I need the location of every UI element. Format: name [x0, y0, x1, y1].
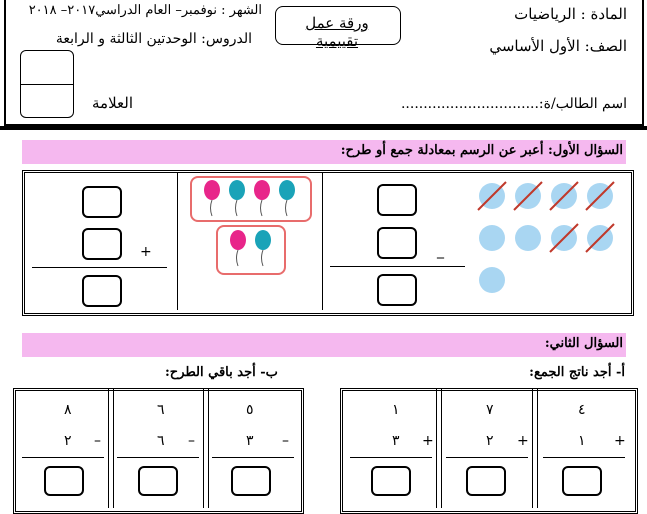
add-answer-box-2[interactable] — [82, 228, 122, 260]
circle-2 — [514, 182, 542, 210]
circle-5 — [479, 225, 505, 251]
sub-problem-1-answer[interactable] — [231, 466, 271, 496]
sub-problem-2-line — [117, 457, 199, 458]
question1-title: السؤال الأول: أعبر عن الرسم بمعادلة جمع أو طرح: — [340, 143, 623, 158]
header-divider — [0, 126, 647, 130]
part-a-label: أ- أجد ناتج الجمع: — [529, 365, 625, 380]
add-problem-3-answer[interactable] — [371, 466, 411, 496]
sub-problem-3-sign: – — [94, 433, 101, 449]
balloon-icon — [229, 180, 245, 216]
balloon-icon — [204, 180, 220, 216]
sub-col-divider-2 — [203, 388, 209, 508]
add-equation-line — [32, 267, 167, 268]
grade-label: الصف: الأول الأساسي — [489, 37, 627, 55]
circle-6 — [515, 225, 541, 251]
month-year-label: الشهر : نوفمبر– العام الدراسي٢٠١٧– ٢٠١٨ — [28, 3, 262, 18]
question2-title: السؤال الثاني: — [544, 336, 623, 351]
add-answer-box-3[interactable] — [82, 275, 122, 307]
sub-problem-3-answer[interactable] — [44, 466, 84, 496]
student-name-field[interactable]: اسم الطالب/ة:............................... — [400, 96, 627, 112]
sub-problem-1-top: ٥ — [246, 402, 254, 418]
mark-label: العلامة — [92, 94, 134, 112]
add-problem-3-bottom: ٣ — [392, 433, 400, 449]
balloon-icon — [230, 230, 246, 266]
subject-label: المادة : الرياضيات — [514, 5, 627, 23]
add-problem-1-top: ٤ — [578, 402, 586, 418]
circle-4 — [586, 182, 614, 210]
add-problem-1-line — [543, 457, 625, 458]
sub-problem-1-line — [212, 457, 294, 458]
question1-divider-left — [177, 172, 178, 310]
add-problem-2-bottom: ٢ — [486, 433, 494, 449]
worksheet-title: ورقة عمل تقييمية — [305, 14, 369, 50]
circle-3 — [550, 182, 578, 210]
sub-problem-1-bottom: ٣ — [246, 433, 254, 449]
add-col-divider-2 — [532, 388, 538, 508]
sub-problem-2-bottom: ٦ — [157, 433, 165, 449]
add-problem-2-line — [446, 457, 528, 458]
question1-divider-right — [322, 172, 323, 310]
balloons-top — [198, 178, 302, 218]
add-problem-1-answer[interactable] — [562, 466, 602, 496]
lessons-label: الدروس: الوحدتين الثالثة و الرابعة — [55, 31, 252, 47]
sub-problem-2-top: ٦ — [157, 402, 165, 418]
sub-problem-3-line — [22, 457, 104, 458]
add-problem-3-top: ١ — [392, 402, 400, 418]
sub-problem-1-sign: – — [282, 433, 289, 449]
sub-answer-box-2[interactable] — [377, 227, 417, 259]
sub-col-divider-1 — [108, 388, 114, 508]
sub-problem-3-top: ٨ — [64, 402, 72, 418]
circle-1 — [478, 182, 506, 210]
add-problem-2-answer[interactable] — [466, 466, 506, 496]
circle-7 — [550, 224, 578, 252]
balloon-icon — [255, 230, 271, 266]
question2-band — [22, 333, 626, 357]
add-problem-1-sign: + — [614, 433, 626, 449]
crossed-circles-drawing — [470, 178, 625, 298]
add-problem-2-sign: + — [517, 433, 529, 449]
circle-8 — [586, 224, 614, 252]
sub-equation-line — [330, 266, 465, 267]
plus-sign: + — [140, 244, 152, 260]
add-problem-3-line — [350, 457, 432, 458]
sub-answer-box-1[interactable] — [377, 184, 417, 216]
add-problem-3-sign: + — [422, 433, 434, 449]
add-problem-1-bottom: ١ — [578, 433, 586, 449]
part-b-label: ب- أجد باقي الطرح: — [165, 365, 278, 380]
balloon-icon — [254, 180, 270, 216]
balloon-icon — [279, 180, 295, 216]
add-answer-box-1[interactable] — [82, 186, 122, 218]
balloons-bottom — [226, 228, 276, 268]
mark-box-divider — [20, 84, 74, 85]
sub-problem-2-sign: – — [188, 433, 195, 449]
minus-sign: _ — [437, 243, 444, 259]
add-problem-2-top: ٧ — [486, 402, 494, 418]
circle-9 — [479, 267, 505, 293]
sub-problem-3-bottom: ٢ — [64, 433, 72, 449]
sub-answer-box-3[interactable] — [377, 274, 417, 306]
sub-problem-2-answer[interactable] — [138, 466, 178, 496]
add-col-divider-1 — [436, 388, 442, 508]
